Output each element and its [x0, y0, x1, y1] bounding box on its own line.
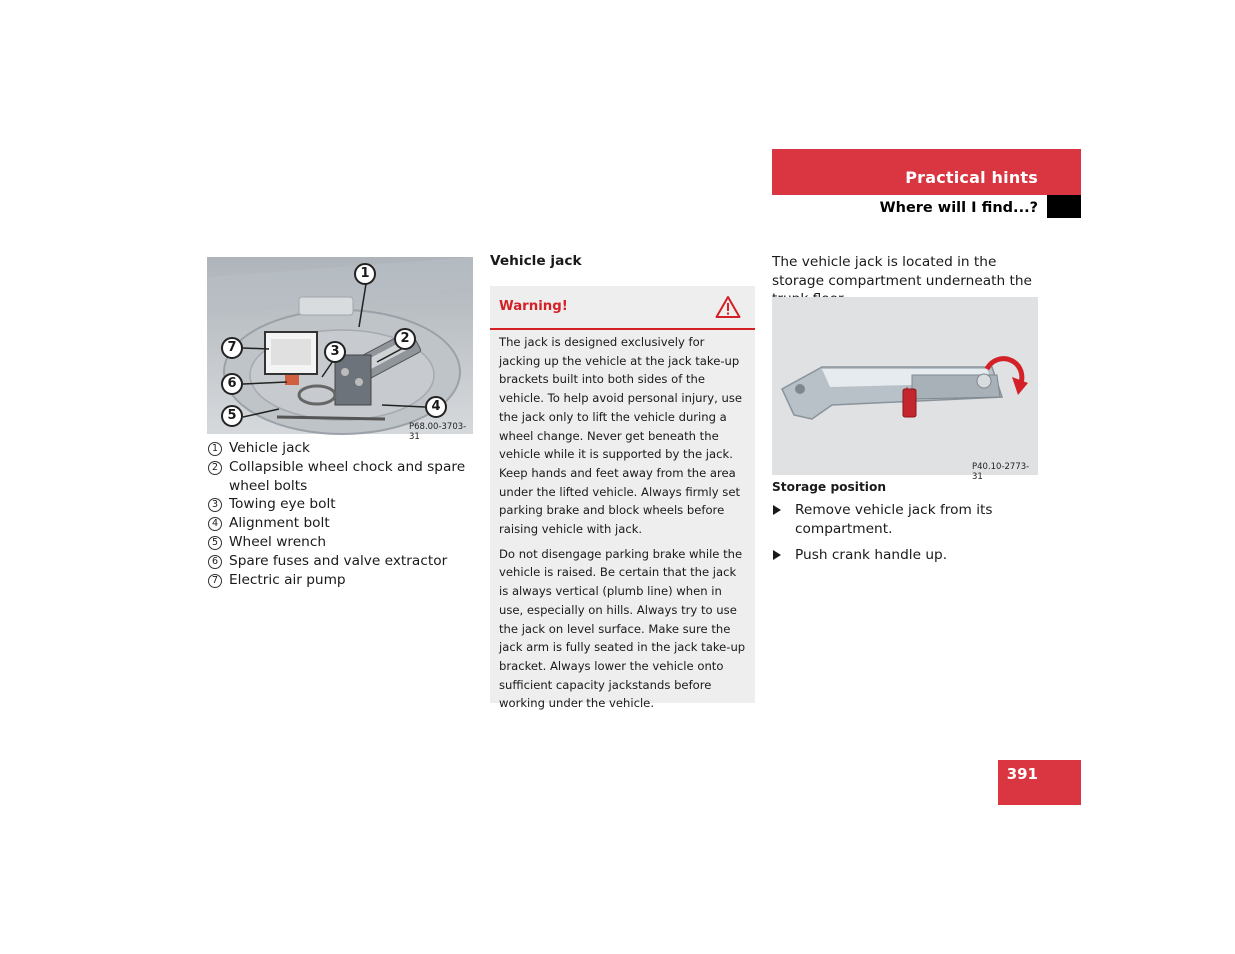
legend-label: Wheel wrench [229, 533, 327, 550]
warning-triangle-icon [715, 295, 741, 319]
callout-4: 4 [425, 396, 447, 418]
legend-item [207, 533, 477, 552]
step-item [772, 501, 1042, 539]
legend-number: 6 [208, 555, 222, 569]
legend-item [207, 571, 477, 590]
legend-label: Vehicle jack [229, 440, 310, 456]
legend-label: Spare fuses and valve extractor [229, 552, 448, 569]
bullet-arrow-icon [773, 505, 781, 515]
callout-1: 1 [354, 263, 376, 285]
figure-code: P40.10-2773-31 [972, 462, 1030, 482]
legend-number: 1 [208, 442, 222, 456]
bullet-arrow-icon [773, 550, 781, 560]
warning-paragraph-1: The jack is designed exclusively for jacking up the vehicle at the jack take-up brackets built into both sides of the vehicle. To help avoid personal injury, use the jack only to lift the vehicle during a wheel change. Never get beneath the vehicle while it is supported by the jack. Keep hands and feet away from the area under the lifted vehicle. Always firmly set parking brake and block wheels before raising vehicle with jack. [499, 335, 743, 537]
callout-5: 5 [221, 405, 243, 427]
legend-label: Towing eye bolt [229, 496, 336, 513]
trunk-compartment-figure [207, 257, 473, 442]
legend-item [207, 458, 477, 496]
legend-number: 4 [208, 517, 222, 531]
callout-7: 7 [221, 337, 243, 359]
legend-number: 3 [208, 498, 222, 512]
section-title: Practical hints [905, 168, 1038, 187]
subsection-title: Where will I find...? [879, 200, 1038, 216]
step-text: Push crank handle up. [795, 547, 948, 563]
step-text: Remove vehicle jack from its compartment. [795, 502, 993, 537]
legend-item [207, 552, 477, 571]
callout-2: 2 [394, 328, 416, 350]
legend-number: 7 [208, 574, 222, 588]
legend-label: Electric air pump [229, 571, 346, 588]
legend-label: Alignment bolt [229, 515, 330, 532]
page-number: 391 [1006, 765, 1038, 783]
figure-code: P68.00-3703-31 [409, 422, 467, 442]
warning-text [499, 333, 747, 719]
legend-item [207, 514, 477, 533]
callout-6: 6 [221, 373, 243, 395]
component-legend [207, 439, 477, 589]
warning-paragraph-2: Do not disengage parking brake while the vehicle is raised. Be certain that the jack is always vertical (plumb line) when in use, especially on hills. Always try to use the jack on level surface. Make sure the jack arm is fully seated in the jack take-up bracket. Always lower the vehicle onto sufficient capacity jackstands before working under the vehicle. [499, 546, 746, 711]
header-marker [1047, 195, 1081, 218]
legend-number: 5 [208, 536, 222, 550]
callout-3: 3 [324, 341, 346, 363]
legend-label: Collapsible wheel chock and spare wheel bolts [229, 458, 466, 494]
warning-label: Warning! [499, 299, 568, 314]
figure-caption: Storage position [772, 480, 887, 494]
step-item [772, 546, 1042, 565]
jack-illustration [772, 297, 1038, 475]
legend-item [207, 439, 477, 458]
legend-number: 2 [208, 461, 222, 475]
jack-storage-figure [772, 297, 1038, 482]
storage-intro: The vehicle jack is located in the storage compartment underneath the [772, 254, 1032, 289]
legend-item [207, 495, 477, 514]
vehicle-jack-heading: Vehicle jack [490, 253, 582, 269]
